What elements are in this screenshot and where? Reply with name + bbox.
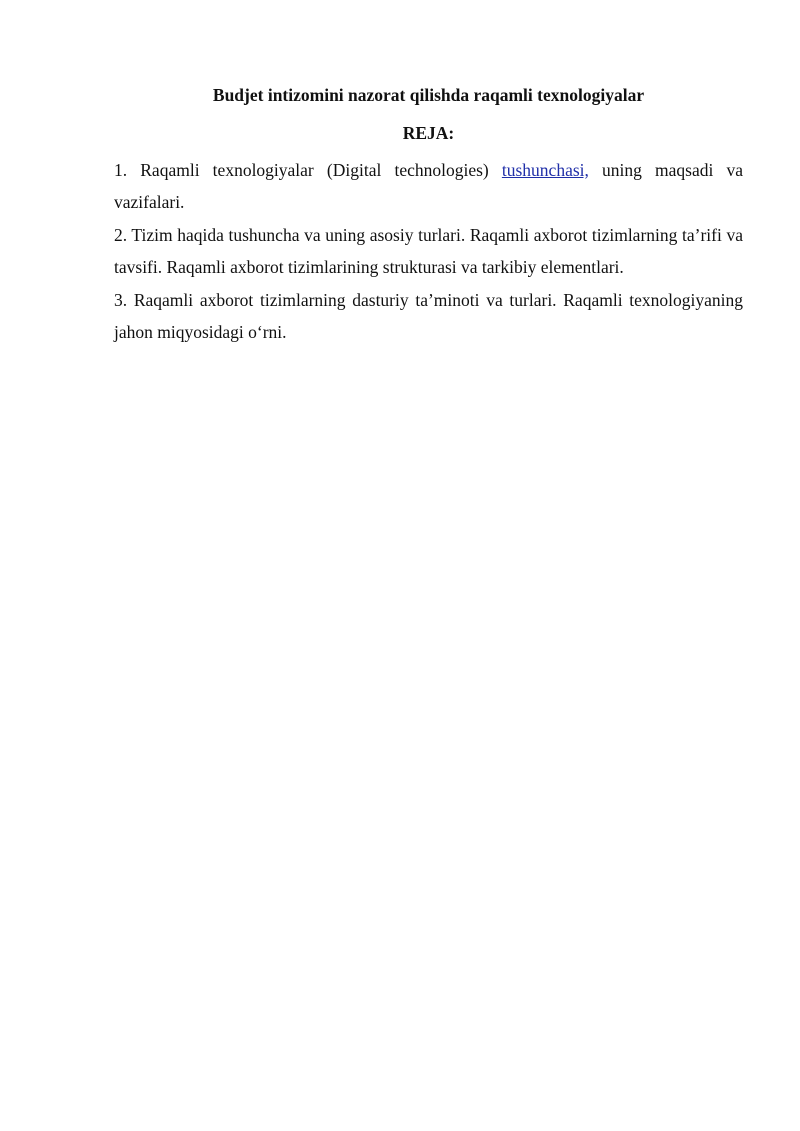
document-content: [114, 82, 743, 349]
plan-item-1: [114, 154, 743, 218]
plan-item-1-text-after: uning maqsadi va vazifalari.: [114, 160, 743, 212]
plan-item-2: 2. Tizim haqida tushuncha va uning asosiy turlari. Raqamli axborot tizimlarning ta’rifi va tavsifi. Raqamli axborot tizimlarining strukturasi va tarkibiy elementlari.: [114, 225, 743, 277]
document-title: Budjet intizomini nazorat qilishda raqamli texnologiyalar: [212, 85, 645, 105]
plan-list: [114, 154, 743, 348]
plan-heading: REJA:: [402, 123, 455, 143]
concept-link[interactable]: tushunchasi,: [501, 160, 589, 180]
plan-item-1-text-before: 1. Raqamli texnologiyalar (Digital technologies): [114, 160, 502, 180]
plan-item-3: 3. Raqamli axborot tizimlarning dasturiy ta’minoti va turlari. Raqamli texnologiyaning jahon miqyosidagi o‘rni.: [114, 290, 743, 342]
